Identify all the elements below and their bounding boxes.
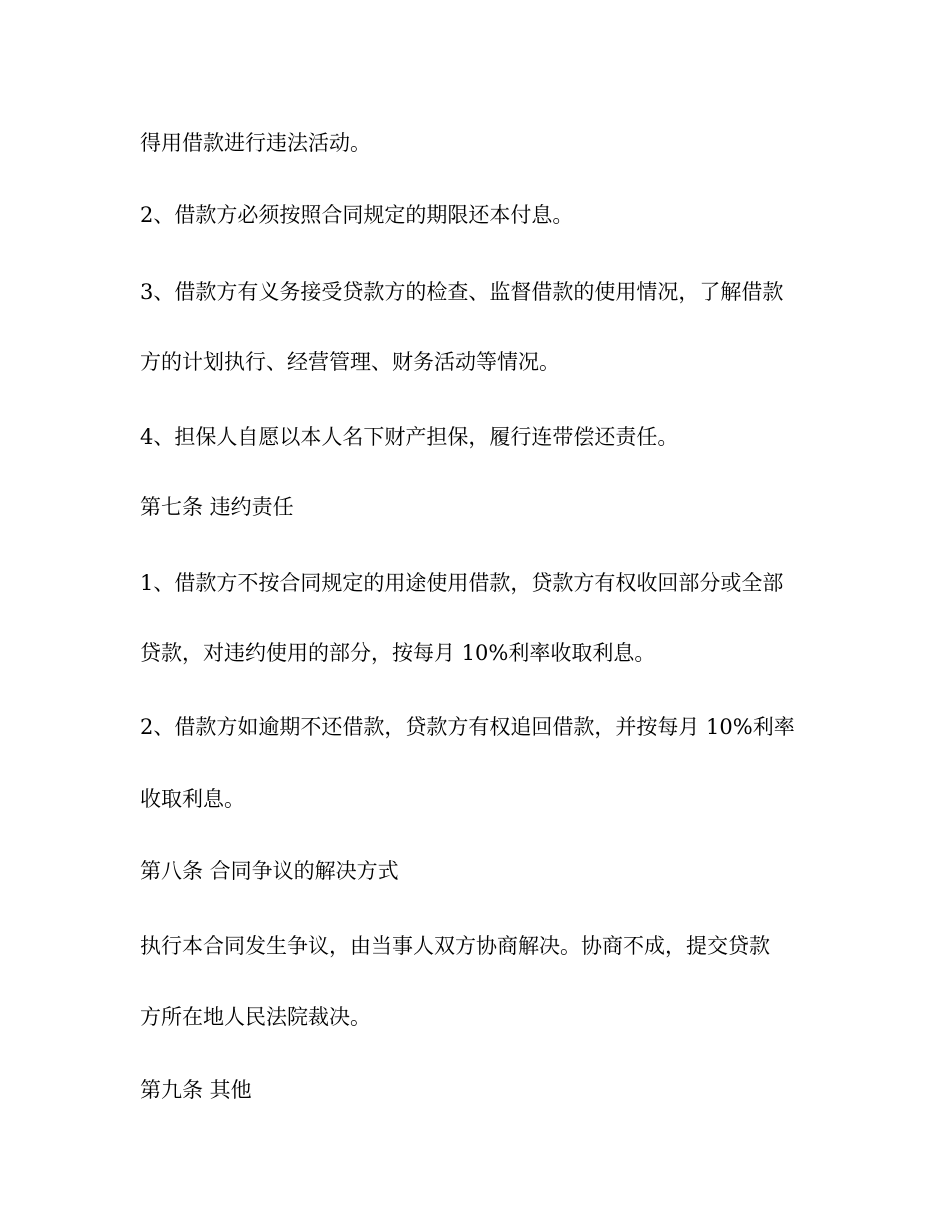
section-heading: 第九条 其他 <box>140 1078 252 1102</box>
paragraph-line: 2、借款方如逾期不还借款，贷款方有权追回借款，并按每月 10%利率 <box>140 715 795 739</box>
section-heading: 第八条 合同争议的解决方式 <box>140 859 399 883</box>
paragraph-line: 贷款，对违约使用的部分，按每月 10%利率收取利息。 <box>140 641 656 665</box>
paragraph-line: 得用借款进行违法活动。 <box>140 131 371 155</box>
paragraph-line: 执行本合同发生争议，由当事人双方协商解决。协商不成，提交贷款 <box>140 934 770 958</box>
paragraph-line: 收取利息。 <box>140 787 245 811</box>
paragraph-line: 3、借款方有义务接受贷款方的检查、监督借款的使用情况，了解借款 <box>140 280 784 304</box>
paragraph-line: 1、借款方不按合同规定的用途使用借款，贷款方有权收回部分或全部 <box>140 571 784 595</box>
paragraph-line: 2、借款方必须按照合同规定的期限还本付息。 <box>140 203 574 227</box>
paragraph-line: 4、担保人自愿以本人名下财产担保，履行连带偿还责任。 <box>140 425 679 449</box>
section-heading: 第七条 违约责任 <box>140 495 294 519</box>
paragraph-line: 方所在地人民法院裁决。 <box>140 1005 371 1029</box>
paragraph-line: 方的计划执行、经营管理、财务活动等情况。 <box>140 350 560 374</box>
